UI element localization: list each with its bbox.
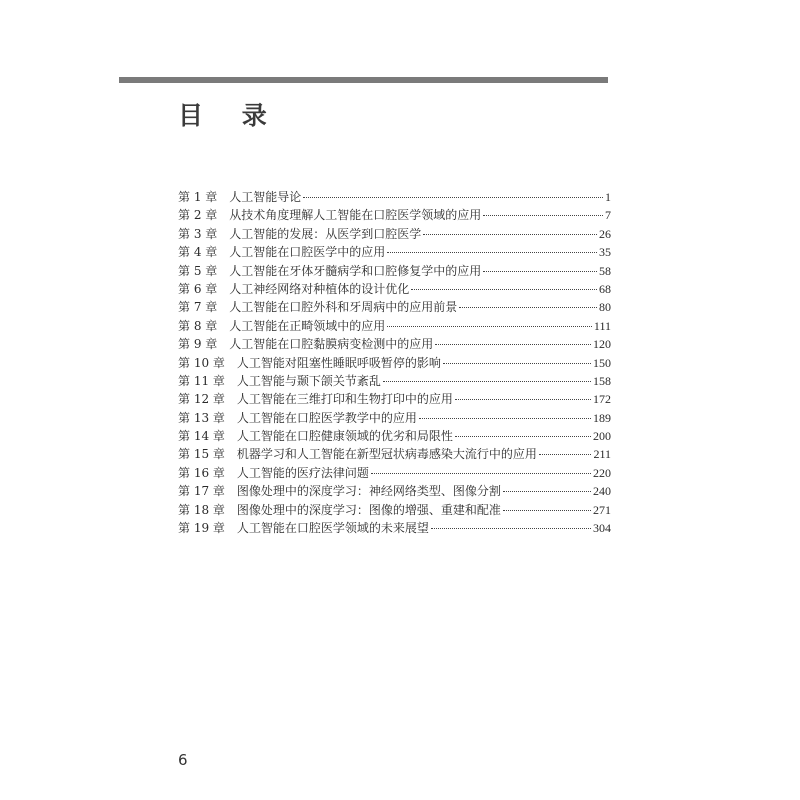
page-number: 150: [593, 355, 611, 370]
page-number: 26: [599, 226, 611, 241]
toc-entry[interactable]: [178, 390, 611, 408]
chapter-title: 人工智能在口腔医学教学中的应用: [236, 410, 417, 425]
dot-leader: [431, 528, 591, 529]
dot-leader: [503, 510, 591, 511]
chapter-title: 人工神经网络对种植体的设计优化: [229, 281, 410, 296]
chapter-number: 第 12 章: [178, 392, 225, 407]
page-number: 35: [599, 245, 611, 260]
page-number: 189: [593, 410, 611, 425]
toc-entry[interactable]: [178, 501, 611, 519]
dot-leader: [503, 491, 591, 492]
toc-entry[interactable]: [178, 427, 611, 445]
toc-entry[interactable]: [178, 464, 611, 482]
dot-leader: [455, 436, 591, 437]
page-number: 111: [593, 318, 611, 333]
chapter-title: 人工智能导论: [229, 190, 302, 204]
dot-leader: [435, 344, 591, 345]
chapter-title: 人工智能在三维打印和生物打印中的应用: [236, 392, 453, 407]
header-rule: [119, 77, 608, 83]
toc-entry[interactable]: [178, 482, 611, 500]
chapter-title: 人工智能在牙体牙髓病学和口腔修复学中的应用: [229, 263, 482, 278]
chapter-number: 第 14 章: [178, 429, 225, 444]
toc-entry[interactable]: [178, 280, 611, 298]
page-number: 172: [593, 392, 611, 407]
chapter-number: 第 13 章: [178, 410, 225, 425]
dot-leader: [539, 454, 592, 455]
chapter-number: 第 11 章: [178, 373, 225, 388]
chapter-title: 图像处理中的深度学习：图像的增强、重建和配准: [236, 502, 501, 517]
toc-entry[interactable]: [178, 206, 611, 224]
chapter-title: 图像处理中的深度学习：神经网络类型、图像分割: [236, 484, 501, 499]
dot-leader: [443, 363, 591, 364]
chapter-title: 人工智能的医疗法律问题: [236, 465, 369, 480]
chapter-number: 第 19 章: [178, 521, 225, 536]
chapter-number: 第 16 章: [178, 465, 225, 480]
toc-entry[interactable]: [178, 225, 611, 243]
dot-leader: [387, 252, 597, 253]
chapter-number: 第 10 章: [178, 355, 225, 370]
toc-entry[interactable]: [178, 317, 611, 335]
page-number: 220: [593, 465, 611, 480]
chapter-title: 机器学习和人工智能在新型冠状病毒感染大流行中的应用: [236, 447, 537, 462]
page-number: 200: [593, 429, 611, 444]
chapter-title: 人工智能在口腔医学领域的未来展望: [236, 521, 429, 536]
chapter-title: 人工智能在口腔外科和牙周病中的应用前景: [229, 300, 458, 315]
chapter-number: 第 3 章: [178, 226, 218, 241]
chapter-number: 第 4 章: [178, 245, 218, 260]
dot-leader: [411, 289, 597, 290]
page-number: 7: [605, 208, 611, 223]
dot-leader: [459, 307, 597, 308]
footer-page-number: 6: [178, 751, 188, 769]
chapter-title: 人工智能在口腔黏膜病变检测中的应用: [229, 337, 434, 352]
page-title: 目 录: [178, 101, 282, 130]
dot-leader: [423, 234, 597, 235]
chapter-title: 从技术角度理解人工智能在口腔医学领域的应用: [229, 208, 482, 223]
page-number: 58: [599, 263, 611, 278]
chapter-number: 第 17 章: [178, 484, 225, 499]
page-number: 240: [593, 484, 611, 499]
chapter-title: 人工智能在正畸领域中的应用: [229, 318, 386, 333]
chapter-title: 人工智能与颞下颌关节紊乱: [236, 373, 381, 388]
chapter-number: 第 9 章: [178, 337, 218, 352]
toc-entry[interactable]: [178, 445, 611, 463]
dot-leader: [483, 271, 597, 272]
chapter-title: 人工智能在口腔医学中的应用: [229, 245, 386, 260]
chapter-number: 第 2 章: [178, 208, 218, 223]
chapter-number: 第 1 章: [178, 190, 218, 204]
page-number: 80: [599, 300, 611, 315]
dot-leader: [383, 381, 591, 382]
chapter-title: 人工智能的发展：从医学到口腔医学: [229, 226, 422, 241]
toc-entry[interactable]: [178, 519, 611, 537]
chapter-number: 第 8 章: [178, 318, 218, 333]
dot-leader: [455, 399, 591, 400]
toc-entry[interactable]: [178, 243, 611, 261]
dot-leader: [387, 326, 592, 327]
toc-entry[interactable]: [178, 298, 611, 316]
toc-entry[interactable]: [178, 409, 611, 427]
chapter-title: 人工智能对阻塞性睡眠呼吸暂停的影响: [236, 355, 441, 370]
page-number: 1: [605, 190, 611, 204]
page-number: 271: [593, 502, 611, 517]
chapter-title: 人工智能在口腔健康领域的优劣和局限性: [236, 429, 453, 444]
chapter-number: 第 18 章: [178, 502, 225, 517]
toc-entry[interactable]: [178, 188, 611, 206]
page-number: 68: [599, 281, 611, 296]
dot-leader: [483, 215, 603, 216]
chapter-number: 第 5 章: [178, 263, 218, 278]
chapter-number: 第 7 章: [178, 300, 218, 315]
table-of-contents: [178, 188, 611, 537]
toc-entry[interactable]: [178, 372, 611, 390]
toc-entry[interactable]: [178, 354, 611, 372]
page-number: 120: [593, 337, 611, 352]
dot-leader: [303, 197, 603, 198]
chapter-number: 第 6 章: [178, 281, 218, 296]
toc-entry[interactable]: [178, 262, 611, 280]
dot-leader: [371, 473, 591, 474]
page-number: 211: [593, 447, 611, 462]
page-number: 304: [593, 521, 611, 536]
dot-leader: [419, 418, 591, 419]
page-number: 158: [593, 373, 611, 388]
toc-entry[interactable]: [178, 335, 611, 353]
chapter-number: 第 15 章: [178, 447, 225, 462]
